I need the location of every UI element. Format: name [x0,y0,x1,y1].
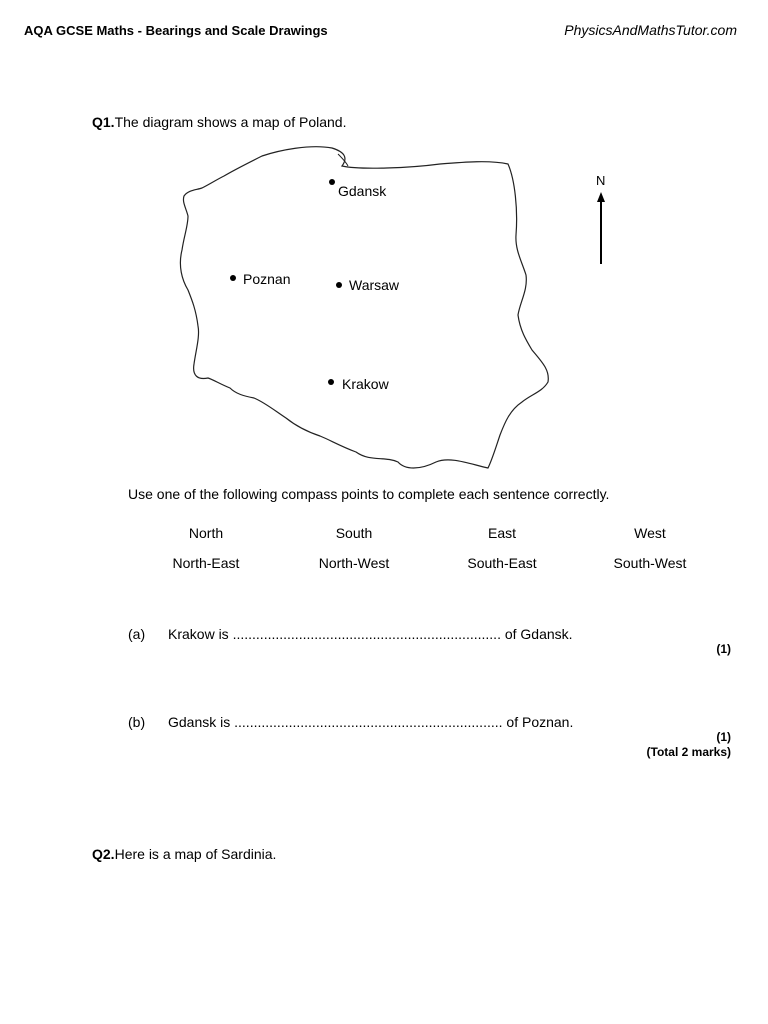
total-marks: (Total 2 marks) [646,745,731,759]
compass-point: South [335,525,373,541]
poznan-dot [230,275,236,281]
q1-heading [92,114,346,130]
q1-text: The diagram shows a map of Poland. [114,114,347,130]
part-b-label: (b) [128,714,146,730]
part-b-marks: (1) [716,730,731,744]
compass-point: East [487,525,517,541]
compass-point: North-East [172,555,240,571]
warsaw-label: Warsaw [349,277,400,293]
compass-point: North [188,525,224,541]
document-title: AQA GCSE Maths - Bearings and Scale Drawings [24,23,328,38]
part-a-text: Krakow is ..................................................................... of Gdansk. [168,626,573,642]
instruction-text: Use one of the following compass points to complete each sentence correctly. [128,486,610,502]
poznan-label: Poznan [243,271,291,287]
north-arrow-head [597,192,605,202]
poland-map [170,140,620,480]
site-name: PhysicsAndMathsTutor.com [564,22,737,38]
compass-point: West [634,525,666,541]
gdansk-dot [329,179,335,185]
krakow-dot [328,379,334,385]
q2-text: Here is a map of Sardinia. [114,846,277,862]
gdansk-label: Gdansk [338,183,387,199]
warsaw-dot [336,282,342,288]
krakow-label: Krakow [342,376,389,392]
part-b-text: Gdansk is ..................................................................... of Poznan. [168,714,574,730]
q1-number: Q1. [92,114,115,130]
q2-number: Q2. [92,846,115,862]
q2-heading [92,846,276,862]
compass-point: North-West [318,555,390,571]
part-a-label: (a) [128,626,146,642]
compass-point: South-West [613,555,687,571]
north-label: N [596,173,606,188]
compass-point: South-East [467,555,537,571]
part-a-marks: (1) [716,642,731,656]
